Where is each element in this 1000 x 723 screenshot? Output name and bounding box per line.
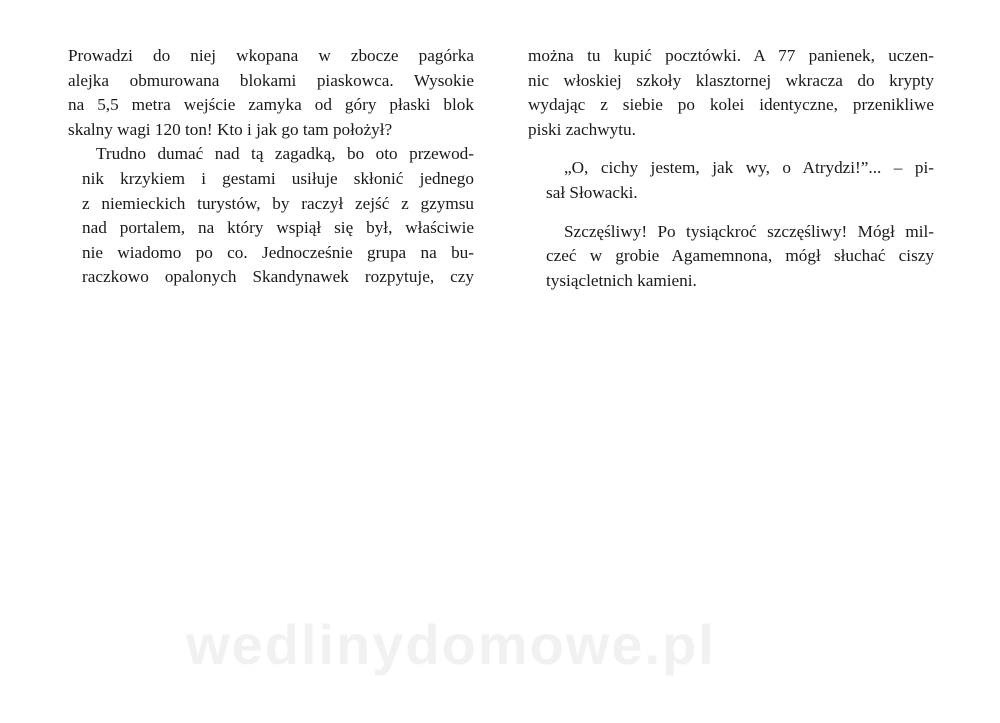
text-line: piski zachwytu. xyxy=(528,119,636,139)
text-line: nic włoskiej szkoły klasztornej wkracza do krypty xyxy=(528,70,934,90)
text-column-right xyxy=(528,44,934,293)
text-line: na 5,5 metra wejście zamyka od góry płaski blok xyxy=(68,95,474,115)
text-line: raczkowo opalonych Skandynawek rozpytuje, czy xyxy=(82,267,474,287)
text-line: wydając z siebie po kolei identyczne, przenikliwe xyxy=(528,95,934,115)
paragraph xyxy=(68,44,474,142)
text-line: czeć w grobie Agamemnona, mógł słuchać ciszy xyxy=(546,246,934,266)
text-line: tysiącletnich kamieni. xyxy=(546,270,697,290)
text-line: sał Słowacki. xyxy=(546,182,638,202)
paragraph xyxy=(68,142,474,290)
text-line: skalny wagi 120 ton! Kto i jak go tam położył? xyxy=(68,119,393,139)
watermark: wedlinydomowe.pl xyxy=(186,613,716,676)
text-line: „O, cichy jestem, jak wy, o Atrydzi!”... – pi- xyxy=(564,158,934,178)
text-line: Szczęśliwy! Po tysiąckroć szczęśliwy! Mógł mil- xyxy=(564,221,934,241)
text-line: alejka obmurowana blokami piaskowca. Wysokie xyxy=(68,70,474,90)
text-line: z niemieckich turystów, by raczył zejść z gzymsu xyxy=(82,193,474,213)
paragraph xyxy=(528,44,934,142)
text-line: Prowadzi do niej wkopana w zbocze pagórka xyxy=(68,46,474,65)
text-line: Trudno dumać nad tą zagadką, bo oto przewod- xyxy=(96,144,474,164)
text-line: można tu kupić pocztówki. A 77 panienek, uczen- xyxy=(528,46,934,65)
text-column-left xyxy=(68,44,474,290)
paragraph xyxy=(528,156,934,205)
paragraph xyxy=(528,220,934,294)
text-line: nad portalem, na który wspiął się był, właściwie xyxy=(82,218,474,238)
text-line: nie wiadomo po co. Jednocześnie grupa na bu- xyxy=(82,242,474,262)
text-line: nik krzykiem i gestami usiłuje skłonić jednego xyxy=(82,168,474,188)
